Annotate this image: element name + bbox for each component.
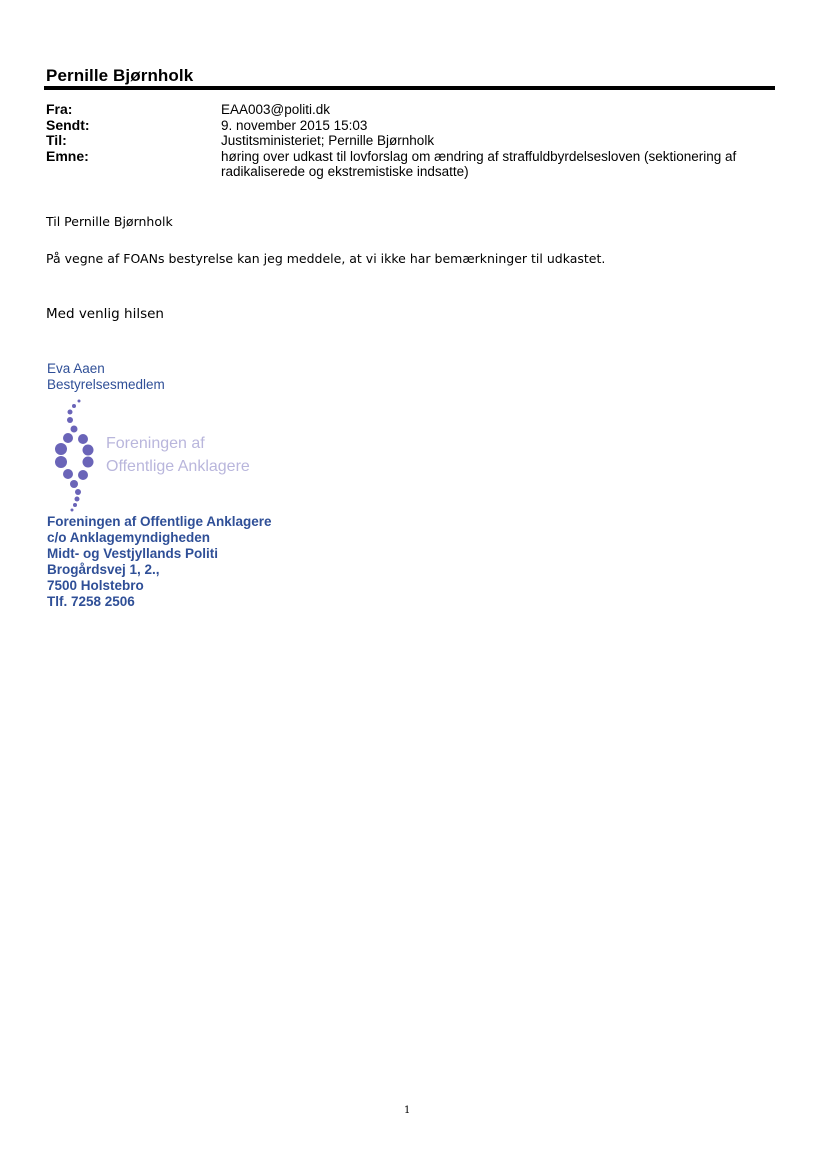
sent-row bbox=[46, 118, 766, 134]
signature-name: Eva Aaen bbox=[47, 361, 105, 376]
subject-row bbox=[46, 149, 766, 180]
sender-name: Pernille Bjørnholk bbox=[46, 66, 194, 85]
closing: Med venlig hilsen bbox=[46, 306, 164, 322]
to-value: Justitsministeriet; Pernille Bjørnholk bbox=[221, 133, 435, 148]
subject-label: Emne: bbox=[46, 147, 89, 164]
address-line: Brogårdsvej 1, 2., bbox=[47, 562, 160, 577]
address-line: Foreningen af Offentlige Anklagere bbox=[47, 514, 272, 529]
body-paragraph: På vegne af FOANs bestyrelse kan jeg meddele, at vi ikke har bemærkninger til udkastet. bbox=[46, 251, 606, 266]
logo-text-line-1: Foreningen af bbox=[106, 435, 205, 452]
email-header bbox=[46, 102, 766, 180]
signature-role: Bestyrelsesmedlem bbox=[47, 377, 165, 392]
from-label: Fra: bbox=[46, 101, 73, 117]
from-value: EAA003@politi.dk bbox=[221, 102, 331, 117]
logo-text-line-2: Offentlige Anklagere bbox=[106, 458, 250, 475]
page-number: 1 bbox=[404, 1105, 411, 1116]
subject-line-1: høring over udkast til lovforslag om ændring af straffuldbyrdelsesloven (sektionering af bbox=[221, 148, 737, 164]
address-line: c/o Anklagemyndigheden bbox=[47, 530, 211, 545]
to-row bbox=[46, 133, 766, 149]
subject-line-2: radikaliserede og ekstremistiske indsatte) bbox=[221, 164, 469, 179]
address-line: Tlf. 7258 2506 bbox=[47, 594, 135, 609]
foan-logo bbox=[48, 396, 278, 514]
header-rule bbox=[44, 86, 775, 90]
address-line: Midt- og Vestjyllands Politi bbox=[47, 546, 219, 561]
sent-value: 9. november 2015 15:03 bbox=[221, 117, 368, 133]
address-line: 7500 Holstebro bbox=[47, 578, 144, 593]
to-label: Til: bbox=[46, 132, 67, 148]
from-row bbox=[46, 102, 766, 118]
logo-dots-icon bbox=[55, 400, 94, 512]
greeting: Til Pernille Bjørnholk bbox=[46, 214, 173, 229]
sent-label: Sendt: bbox=[46, 116, 90, 133]
signature-address bbox=[47, 514, 272, 610]
